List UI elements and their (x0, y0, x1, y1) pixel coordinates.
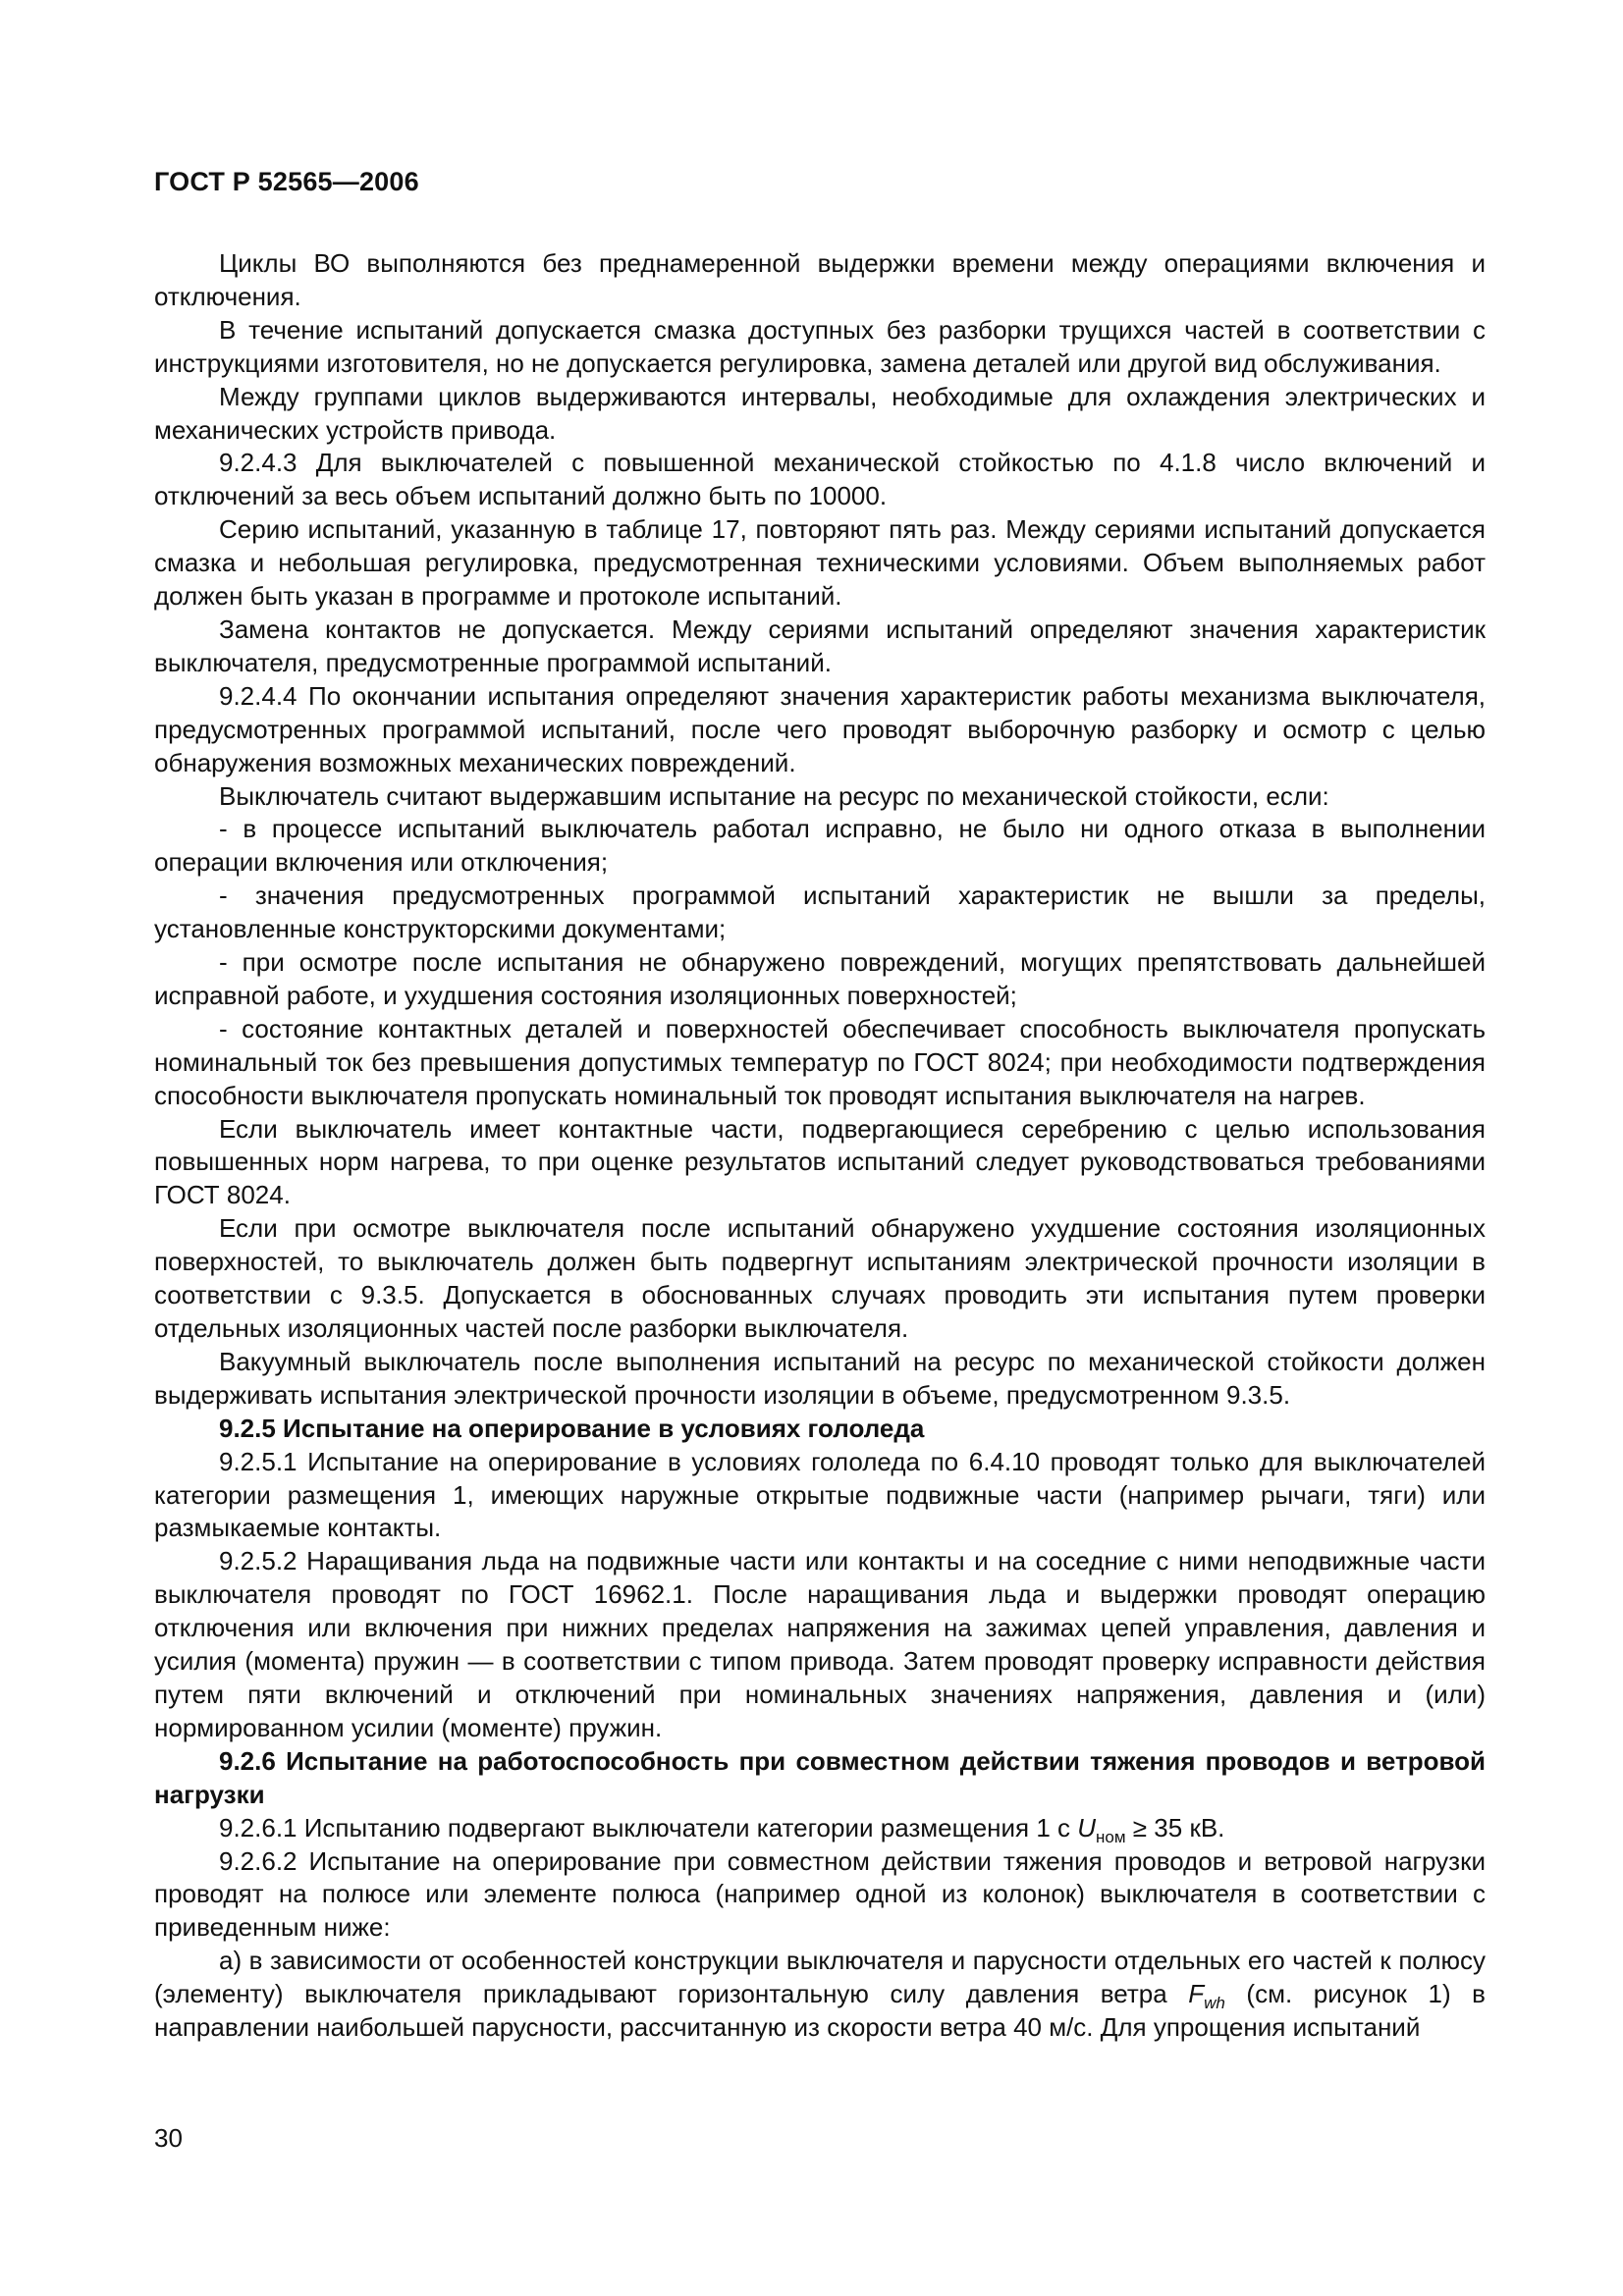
text-run: 9.2.6.1 Испытанию подвергают выключатели категории размещения 1 с (219, 1812, 1078, 1842)
list-item: - состояние контактных деталей и поверхностей обеспечивает способность выключателя пропускать номинальный ток без превышения допустимых температур по ГОСТ 8024; при необходимости подтверждения способности выключателя пропускать номинальный ток проводят испытания выключателя на нагрев. (154, 1013, 1486, 1110)
paragraph: 9.2.4.4 По окончании испытания определяют значения характеристик работы механизма выключателя, предусмотренных программой испытаний, после чего проводят выборочную разборку и осмотр с целью обнаружения возможных механических повреждений. (154, 680, 1486, 777)
paragraph: 9.2.5.1 Испытание на оперирование в условиях гололеда по 6.4.10 проводят только для выключателей категории размещения 1, имеющих наружные открытые подвижные части (например рычаги, тяги) или размыкаемые контакты. (154, 1446, 1486, 1543)
list-item: - в процессе испытаний выключатель работал исправно, не было ни одного отказа в выполнении операции включения или отключения; (154, 814, 1486, 878)
list-item: - при осмотре после испытания не обнаружено повреждений, могущих препятствовать дальнейшей исправной работе, и ухудшения состояния изоляционных поверхностей; (154, 947, 1486, 1010)
section-heading-9-2-6: 9.2.6 Испытание на работоспособность при совместном действии тяжения проводов и ветровой нагрузки (154, 1745, 1486, 1809)
paragraph: Замена контактов не допускается. Между сериями испытаний определяют значения характеристик выключателя, предусмотренные программой испытаний. (154, 614, 1486, 677)
text-run: (см. рисунок 1) в направлении наибольшей парусности, рассчитанную из скорости ветра 40 м/с. Для упрощения испытаний (154, 1979, 1486, 2043)
symbol-u: U (1077, 1812, 1097, 1842)
subscript-wh-text: wh (1204, 1994, 1225, 2013)
paragraph: Выключатель считают выдержавшим испытание на ресурс по механической стойкости, если: (219, 780, 1329, 811)
page-number: 30 (154, 2123, 183, 2153)
paragraph: Вакуумный выключатель после выполнения испытаний на ресурс по механической стойкости должен выдерживать испытания электрической прочности изоляции в объеме, предусмотренном 9.3.5. (154, 1346, 1486, 1410)
paragraph-with-voltage-symbol (154, 1812, 1486, 1845)
paragraph: В течение испытаний допускается смазка доступных без разборки трущихся частей в соответствии с инструкциями изготовителя, но не допускается регулировка, замена деталей или другой вид обслуживания. (154, 314, 1486, 378)
symbol-f: F (1188, 1979, 1205, 2009)
paragraph: Если при осмотре выключателя после испытаний обнаружено ухудшение состояния изоляционных поверхностей, то выключатель должен быть подвергнут испытаниям электрической прочности изоляции в соответствии с 9.3.5. Допускается в обоснованных случаях проводить эти испытания путем проверки отдельных изоляционных частей после разборки выключателя. (154, 1213, 1486, 1343)
section-heading-9-2-5: 9.2.5 Испытание на оперирование в условиях гололеда (219, 1413, 925, 1443)
document-body (154, 247, 1486, 2045)
paragraph: Если выключатель имеет контактные части, подвергающиеся серебрению с целью использования повышенных норм нагрева, то при оценке результатов испытаний следует руководствоваться требованиями ГОСТ 8024. (154, 1113, 1486, 1210)
paragraph: Между группами циклов выдерживаются интервалы, необходимые для охлаждения электрических и механических устройств привода. (154, 381, 1486, 445)
paragraph: 9.2.6.2 Испытание на оперирование при совместном действии тяжения проводов и ветровой нагрузки проводят на полюсе или элементе полюса (например одной из колонок) выключателя в соответствии с приведенным ниже: (154, 1845, 1486, 1943)
subscript-nom: ном (1096, 1827, 1126, 1846)
paragraph: 9.2.4.3 Для выключателей с повышенной механической стойкостью по 4.1.8 число включений и отключений за весь объем испытаний должно быть по 10000. (154, 448, 1486, 511)
document-code-header: ГОСТ Р 52565—2006 (154, 167, 419, 196)
text-run: ≥ 35 кВ. (1125, 1812, 1225, 1842)
text-run: а) в зависимости от особенностей конструкции выключателя и парусности отдельных его частей к полюсу (элементу) выключателя прикладывают горизонтальную силу давления ветра (154, 1946, 1486, 2009)
paragraph: Циклы ВО выполняются без преднамеренной выдержки времени между операциями включения и отключения. (154, 248, 1486, 311)
subscript-wh (1204, 1994, 1225, 2012)
paragraph: 9.2.5.2 Наращивания льда на подвижные части или контакты и на соседние с ними неподвижные части выключателя проводят по ГОСТ 16962.1. После наращивания льда и выдержки проводят операцию отключения или включения при нижних пределах напряжения на зажимах цепей управления, давления и усилия (момента) пружин — в соответствии с типом привода. Затем проводят проверку исправности действия путем пяти включений и отключений при номинальных значениях напряжения, давления и (или) нормированном усилии (моменте) пружин. (154, 1546, 1486, 1742)
paragraph-with-force-symbol (154, 1945, 1486, 2045)
paragraph: Серию испытаний, указанную в таблице 17, повторяют пять раз. Между сериями испытаний допускается смазка и небольшая регулировка, предусмотренная техническими условиями. Объем выполняемых работ должен быть указан в программе и протоколе испытаний. (154, 514, 1486, 612)
list-item: - значения предусмотренных программой испытаний характеристик не вышли за пределы, установленные конструкторскими документами; (154, 881, 1486, 944)
